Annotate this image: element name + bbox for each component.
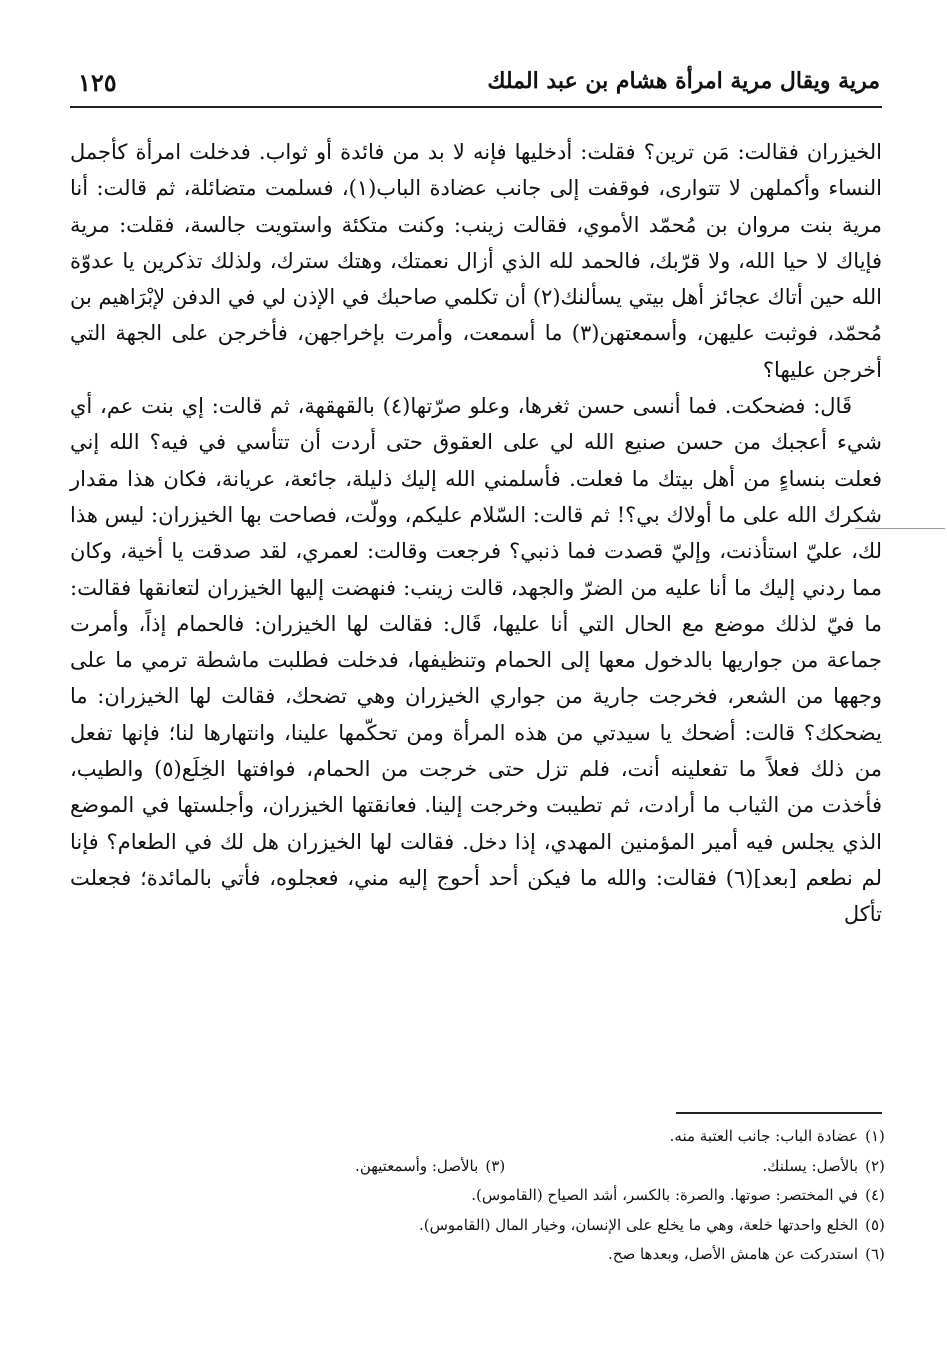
footnote-2-3	[200, 1152, 892, 1182]
footnote-spacer	[512, 1152, 762, 1182]
scan-artifact-line	[855, 528, 945, 529]
main-text	[70, 134, 882, 933]
footnote-4	[200, 1181, 892, 1211]
footnote-text: بالأصل: يسلنك.	[762, 1156, 858, 1175]
paragraph-1: الخيزران فقالت: مَن ترين؟ فقلت: أدخليها فإنه لا بد من فائدة أو ثواب. فدخلت امرأة كأجمل النساء وأكملهن لا تتوارى، فوقفت إلى جانب عضادة الباب(١)، فسلمت متضائلة، ثم قالت: أنا مرية بنت مروان بن مُحمّد الأموي، فقالت زينب: وكنت متكئة واستويت جالسة، فقلت: مرية فإياك لا حيا الله، ولا قرّبك، فالحمد لله الذي أزال نعمتك، وهتك سترك، ولذلك تذكرين يا عدوّة الله حين أتاك عجائز أهل بيتي يسألنك(٢) أن تكلمي صاحبك في الإذن لي في الدفن لإبْرَاهيم بن مُحمّد، فوثبت عليهن، وأسمعتهن(٣) ما أسمعت، وأمرت بإخراجهن، فأخرجن على الجهة التي أخرجن عليها؟	[70, 140, 882, 382]
footnote-1	[200, 1122, 892, 1152]
footnote-5	[200, 1211, 892, 1241]
footnotes	[200, 1122, 892, 1270]
footnote-text: عضادة الباب: جانب العتبة منه.	[669, 1127, 858, 1145]
running-title: مرية ويقال مرية امرأة هشام بن عبد الملك	[487, 68, 880, 94]
header-rule	[70, 106, 882, 108]
footnote-text: الخلع واحدتها خلعة، وهي ما يخلع على الإنسان، وخيار المال (القاموس).	[418, 1215, 858, 1234]
footnote-text: بالأصل: وأسمعتيهن.	[355, 1156, 479, 1175]
footnote-text: استدركت عن هامش الأصل، وبعدها صح.	[608, 1245, 858, 1263]
page-number: ١٢٥	[78, 68, 117, 97]
footnote-number: (٥)	[865, 1215, 885, 1234]
footnote-rule	[676, 1112, 882, 1114]
footnote-6	[200, 1240, 892, 1270]
footnote-number: (٣)	[485, 1156, 506, 1175]
footnote-text: في المختصر: صوتها. والصرة: بالكسر، أشد الصياح (القاموس).	[471, 1186, 858, 1204]
footnote-number: (١)	[865, 1127, 885, 1145]
page-header	[70, 62, 880, 102]
paragraph-2: قَال: فضحكت. فما أنسى حسن ثغرها، وعلو صرّتها(٤) بالقهقهة، ثم قالت: إي بنت عم، أي شيء أعجبك من حسن صنيع الله لي على العقوق حتى أردت أن تتأسي في فيه؟ الله إني فعلت بنساءٍ من أهل بيتك ما فعلت. فأسلمني الله إليك ذليلة، جائعة، عريانة، فكان هذا مقدار شكرك الله على ما أولاك بي؟! ثم قالت: السّلام عليكم، وولّت، فصاحت بها الخيزران: ليس هذا لك، عليّ استأذنت، وإليّ قصدت فما ذنبي؟ فرجعت وقالت: لعمري، لقد صدقت يا أخية، وكان مما ردني إليك ما أنا عليه من الضرّ والجهد، قالت زينب: فنهضت إليها الخيزران لتعانقها فقالت: ما فيّ لذلك موضع مع الحال التي أنا عليها، قَال: فقالت لها الخيزران: فالحمام إذاً، وأمرت جماعة من جواريها بالدخول معها إلى الحمام وتنظيفها، فدخلت فطلبت ماشطة ترمي ما على وجهها من الشعر، فخرجت جارية من جواري الخيزران وهي تضحك، فقالت لها الخيزران: ما يضحكك؟ قالت: أضحك يا سيدتي من هذه المرأة ومن تحكّمها علينا، وانتهارها لنا؛ فإنها تفعل من ذلك فعلاً ما تفعلينه أنت، فلم تزل حتى خرجت من الحمام، فوافتها الخِلَع(٥) والطيب، فأخذت من الثياب ما أرادت، ثم تطيبت وخرجت إلينا. فعانقتها الخيزران، وأجلستها في الموضع الذي يجلس فيه أمير المؤمنين المهدي، إذا دخل. فقالت لها الخيزران هل لك في الطعام؟ فإنا لم نطعم [بعد](٦) فقالت: والله ما فيكن أحد أحوج إليه مني، فعجلوه، فأتي بالمائدة؛ فجعلت تأكل	[70, 394, 882, 927]
footnote-number: (٢)	[865, 1156, 885, 1175]
footnote-number: (٤)	[865, 1186, 885, 1204]
footnote-number: (٦)	[865, 1245, 885, 1263]
